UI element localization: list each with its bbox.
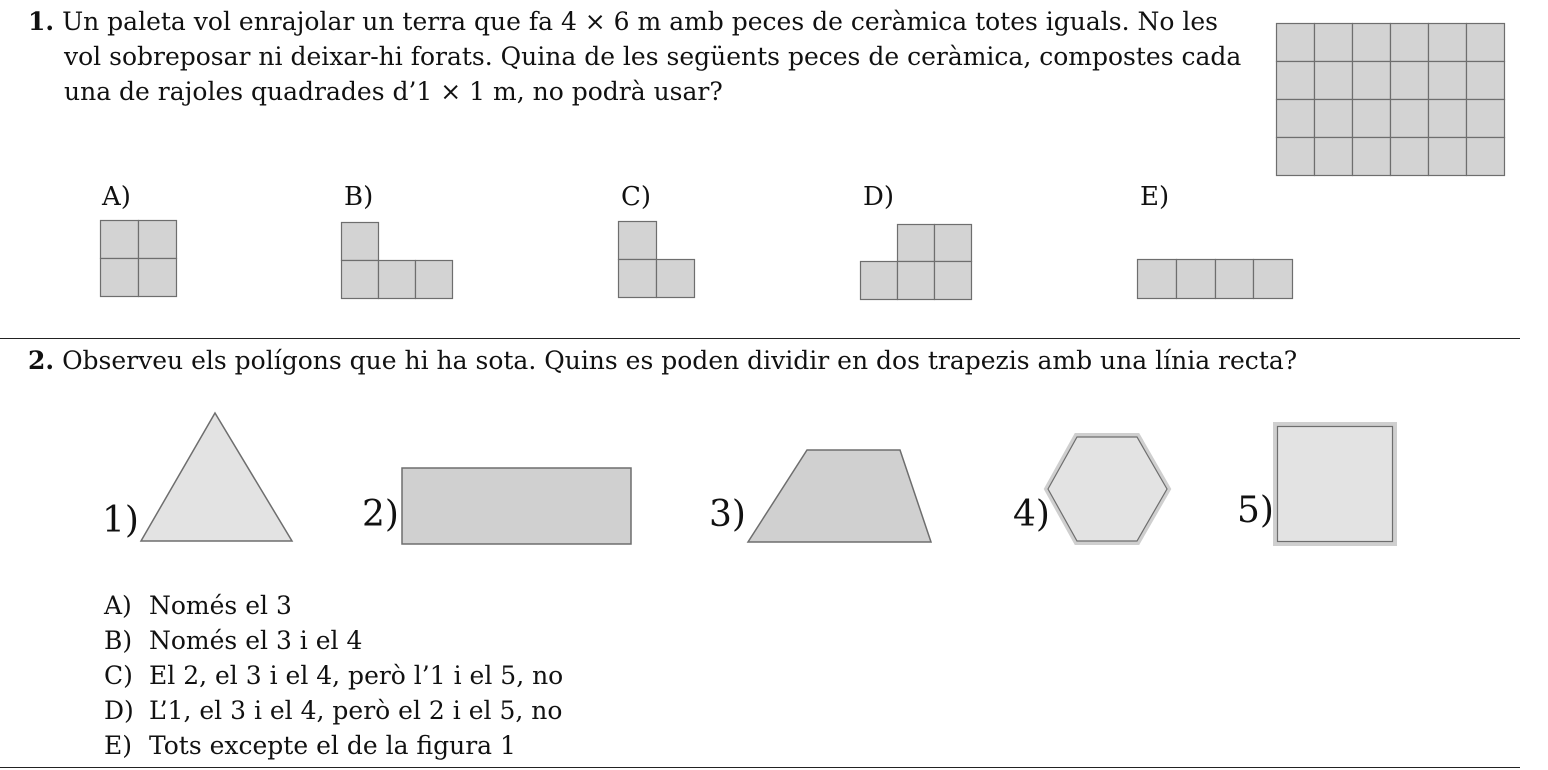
answer-b: [104, 623, 563, 658]
answer-c: [104, 658, 563, 693]
question-1-text: [28, 4, 1242, 109]
answer-e-text: Tots excepte el de la figura 1: [149, 731, 516, 760]
answer-a-text: Només el 3: [149, 591, 292, 620]
answer-a: [104, 588, 563, 623]
shape-5-label: 5): [1237, 490, 1274, 531]
shape-4-label: 4): [1013, 494, 1050, 535]
answer-d-text: L’1, el 3 i el 4, però el 2 i el 5, no: [149, 696, 563, 725]
shape-1-label: 1): [102, 500, 139, 541]
q1-piece-b-l-shape: [341, 222, 456, 302]
answer-e-letter: E): [104, 731, 133, 760]
question-2-text: [28, 344, 1297, 378]
question-2-answers: [104, 588, 563, 763]
shape-3-trapezoid: [745, 448, 935, 546]
question-1-line-1: Un paleta vol enrajolar un terra que fa 4 × 6 m amb peces de ceràmica totes iguals. No les: [62, 7, 1219, 36]
q1-option-d-label: D): [863, 182, 894, 212]
q1-piece-e-bar: [1137, 259, 1297, 301]
answer-e: [104, 728, 563, 763]
question-2-number: 2.: [28, 346, 55, 375]
shape-4-hexagon: [1043, 432, 1173, 547]
question-1-line-2: vol sobreposar ni deixar-hi forats. Quina de les següents peces de ceràmica, compostes cada: [64, 42, 1242, 71]
q1-option-e-label: E): [1140, 182, 1170, 212]
answer-b-letter: B): [104, 626, 133, 655]
answer-d: [104, 693, 563, 728]
question-2-statement: Observeu els polígons que hi ha sota. Quins es poden dividir en dos trapezis amb una línia recta?: [62, 346, 1298, 375]
answer-d-letter: D): [104, 696, 134, 725]
q1-option-b-label: B): [344, 182, 374, 212]
answer-a-letter: A): [104, 591, 132, 620]
q1-option-a-label: A): [102, 182, 131, 212]
shape-5-square: [1273, 422, 1397, 546]
answer-c-letter: C): [104, 661, 133, 690]
shape-2-label: 2): [362, 494, 399, 535]
shape-1-triangle: [138, 410, 298, 545]
question-1-line-3: una de rajoles quadrades d’1 × 1 m, no podrà usar?: [64, 77, 723, 106]
section-divider-2: [0, 767, 1520, 768]
section-divider-1: [0, 338, 1520, 339]
shape-3-label: 3): [709, 494, 746, 535]
answer-b-text: Només el 3 i el 4: [149, 626, 363, 655]
q1-option-c-label: C): [621, 182, 652, 212]
q1-piece-c-small-l: [618, 221, 698, 301]
answer-c-text: El 2, el 3 i el 4, però l’1 i el 5, no: [149, 661, 564, 690]
floor-grid-4x6: [1276, 23, 1508, 178]
shape-2-rectangle: [401, 467, 633, 547]
q1-piece-a-square: [100, 220, 180, 300]
q1-piece-d-pentomino: [860, 224, 975, 304]
question-1-number: 1.: [28, 7, 55, 36]
